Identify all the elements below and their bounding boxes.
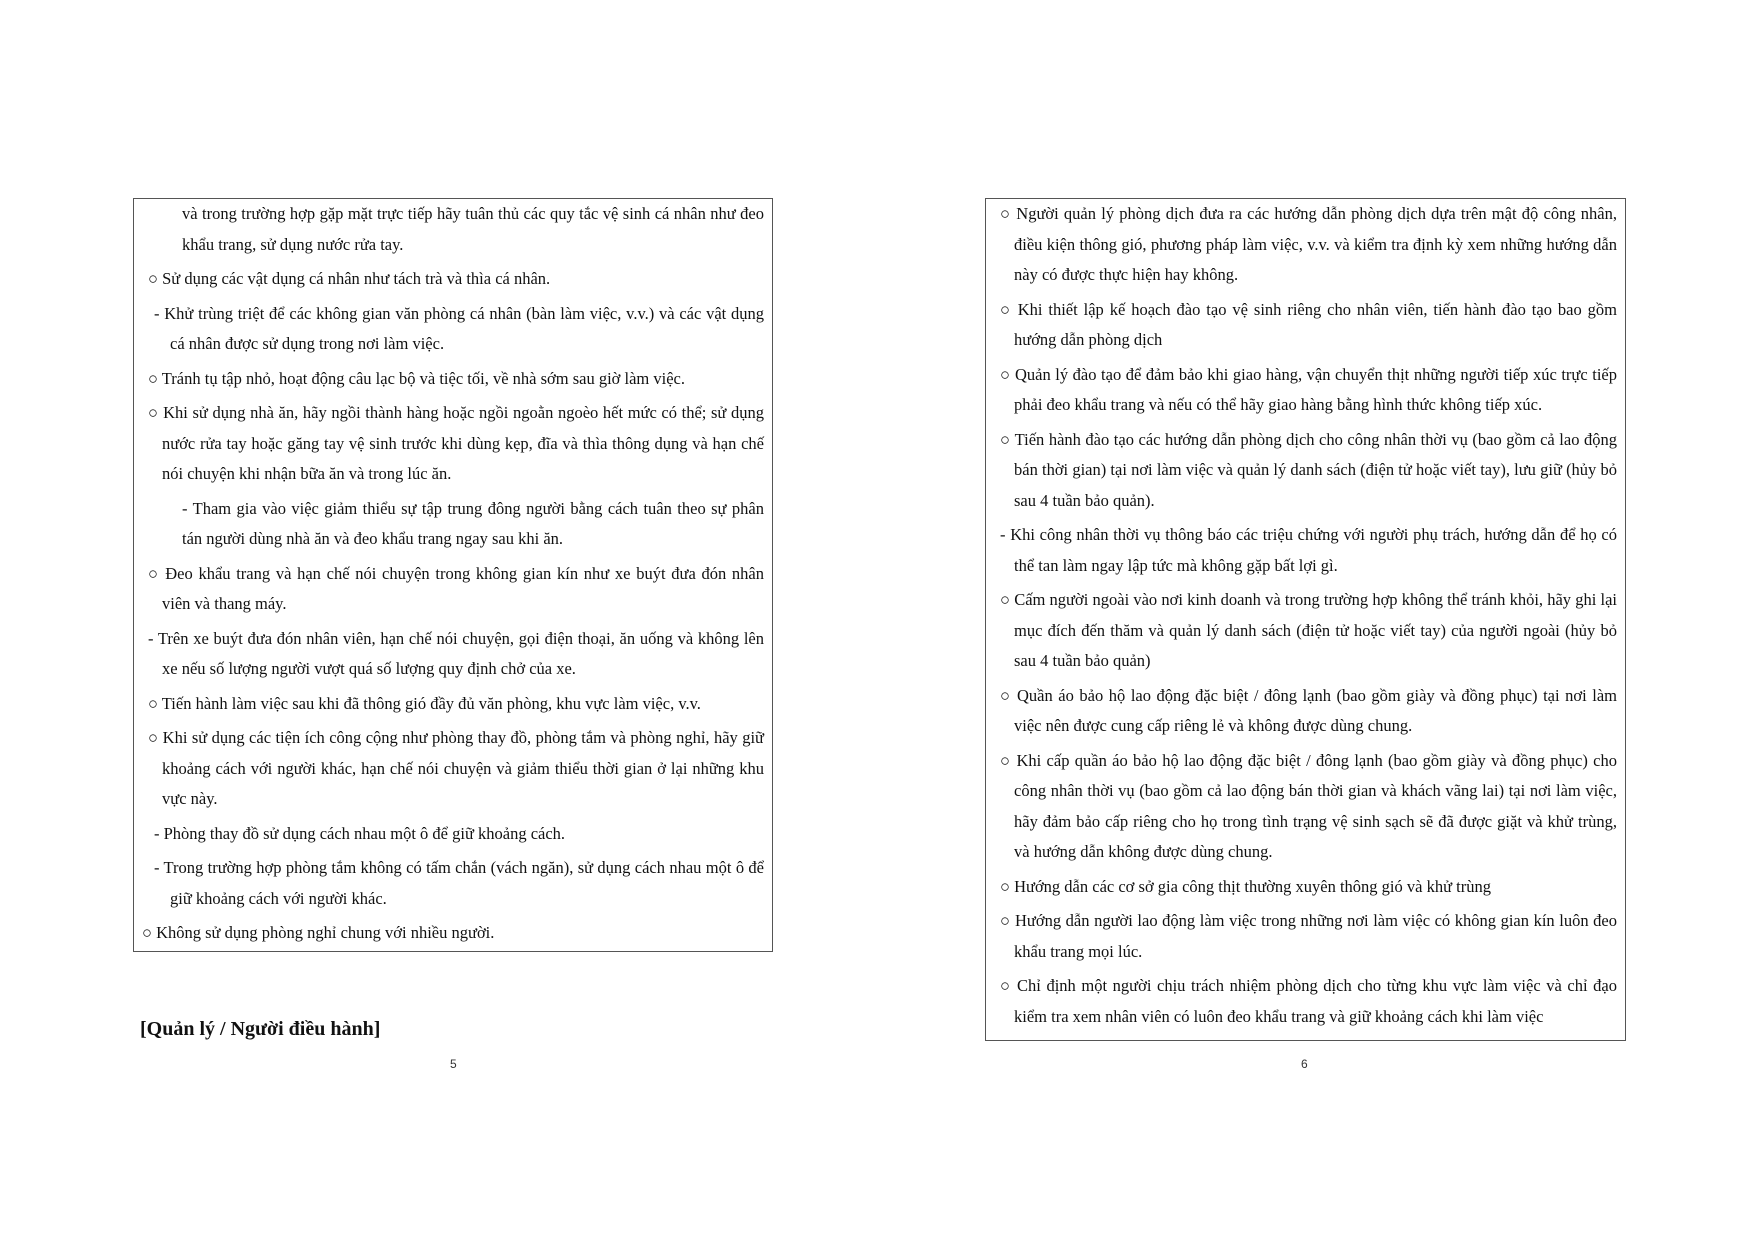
guideline-item: ○ Quản lý đào tạo để đảm bảo khi giao hàng, vận chuyển thịt những người tiếp xúc trực tiếp phải đeo khẩu trang và nếu có thể hãy giao hàng bằng hình thức không tiếp xúc. — [1000, 364, 1617, 414]
guideline-box-right — [985, 198, 1626, 1041]
section-heading: [Quản lý / Người điều hành] — [140, 1018, 381, 1040]
guideline-item: ○ Sử dụng các vật dụng cá nhân như tách trà và thìa cá nhân. — [148, 269, 551, 288]
guideline-box-left — [133, 198, 773, 952]
guideline-item: ○ Quần áo bảo hộ lao động đặc biệt / đông lạnh (bao gồm giày và đồng phục) tại nơi làm việc nên được cung cấp riêng lẻ và không được dùng chung. — [1000, 685, 1617, 735]
guideline-item: ○ Khi sử dụng nhà ăn, hãy ngồi thành hàng hoặc ngồi ngoằn ngoèo hết mức có thể; sử dụng nước rửa tay hoặc găng tay vệ sinh trước khi dùng kẹp, đĩa và thìa thông dụng và hạn chế nói chuyện khi nhận bữa ăn và trong lúc ăn. — [148, 403, 764, 483]
guideline-item: ○ Khi thiết lập kế hoạch đào tạo vệ sinh riêng cho nhân viên, tiến hành đào tạo bao gồm hướng dẫn phòng dịch — [1000, 299, 1617, 349]
guideline-item: và trong trường hợp gặp mặt trực tiếp hãy tuân thủ các quy tắc vệ sinh cá nhân như đeo khẩu trang, sử dụng nước rửa tay. — [182, 204, 764, 254]
guideline-item: ○ Hướng dẫn người lao động làm việc trong những nơi làm việc có không gian kín luôn đeo khẩu trang mọi lúc. — [1000, 911, 1617, 961]
guideline-item: ○ Hướng dẫn các cơ sở gia công thịt thường xuyên thông gió và khử trùng — [1000, 876, 1491, 896]
guideline-item: ○ Tránh tụ tập nhỏ, hoạt động câu lạc bộ và tiệc tối, về nhà sớm sau giờ làm việc. — [148, 368, 685, 388]
guideline-item: ○ Không sử dụng phòng nghỉ chung với nhiều người. — [142, 923, 495, 942]
guideline-item: - Trên xe buýt đưa đón nhân viên, hạn chế nói chuyện, gọi điện thoại, ăn uống và không lên xe nếu số lượng người vượt quá số lượng quy định chở của xe. — [148, 628, 764, 678]
guideline-item: ○ Chỉ định một người chịu trách nhiệm phòng dịch cho từng khu vực làm việc và chỉ đạo kiểm tra xem nhân viên có luôn đeo khẩu trang và giữ khoảng cách khi làm việc — [1000, 976, 1617, 1026]
guideline-item: ○ Đeo khẩu trang và hạn chế nói chuyện trong không gian kín như xe buýt đưa đón nhân viên và thang máy. — [148, 563, 764, 613]
guideline-item: ○ Cấm người ngoài vào nơi kinh doanh và trong trường hợp không thể tránh khỏi, hãy ghi lại mục đích đến thăm và quản lý danh sách (điện tử hoặc viết tay) của người ngoài (hủy bỏ sau 4 tuần bảo quản) — [1000, 590, 1617, 670]
guideline-item: - Khử trùng triệt để các không gian văn phòng cá nhân (bàn làm việc, v.v.) và các vật dụng cá nhân được sử dụng trong nơi làm việc. — [154, 303, 764, 353]
guideline-item: - Trong trường hợp phòng tắm không có tấm chắn (vách ngăn), sử dụng cách nhau một ô để giữ khoảng cách với người khác. — [154, 858, 764, 908]
guideline-item: ○ Tiến hành làm việc sau khi đã thông gió đầy đủ văn phòng, khu vực làm việc, v.v. — [148, 693, 701, 713]
page-5 — [0, 0, 876, 1240]
page-number: 5 — [450, 1057, 457, 1071]
guideline-item: - Khi công nhân thời vụ thông báo các triệu chứng với người phụ trách, hướng dẫn để họ có thể tan làm ngay lập tức mà không gặp bất lợi gì. — [1000, 525, 1617, 575]
guideline-item: - Tham gia vào việc giảm thiểu sự tập trung đông người bằng cách tuân theo sự phân tán người dùng nhà ăn và đeo khẩu trang ngay sau khi ăn. — [182, 498, 764, 548]
page-number: 6 — [1301, 1057, 1308, 1071]
guideline-item: ○ Khi sử dụng các tiện ích công cộng như phòng thay đồ, phòng tắm và phòng nghỉ, hãy giữ khoảng cách với người khác, hạn chế nói chuyện và giảm thiểu thời gian ở lại những khu vực này. — [148, 728, 764, 808]
guideline-item: ○ Khi cấp quần áo bảo hộ lao động đặc biệt / đông lạnh (bao gồm giày và đồng phục) cho công nhân thời vụ (bao gồm cả lao động bán thời gian và khách vãng lai) tại nơi làm việc, hãy đảm bảo cấp riêng cho họ trong tình trạng vệ sinh sạch sẽ đã được giặt và khử trùng, và hướng dẫn không được dùng chung. — [1000, 750, 1617, 861]
page-6 — [877, 0, 1753, 1240]
guideline-item: - Phòng thay đồ sử dụng cách nhau một ô để giữ khoảng cách. — [154, 823, 566, 843]
guideline-item: ○ Tiến hành đào tạo các hướng dẫn phòng dịch cho công nhân thời vụ (bao gồm cả lao động bán thời gian) tại nơi làm việc và quản lý danh sách (điện tử hoặc viết tay), lưu giữ (hủy bỏ sau 4 tuần bảo quản). — [1000, 429, 1617, 510]
guideline-item: ○ Người quản lý phòng dịch đưa ra các hướng dẫn phòng dịch dựa trên mật độ công nhân, điều kiện thông gió, phương pháp làm việc, v.v. và kiểm tra định kỳ xem những hướng dẫn này có được thực hiện hay không. — [1000, 204, 1617, 284]
